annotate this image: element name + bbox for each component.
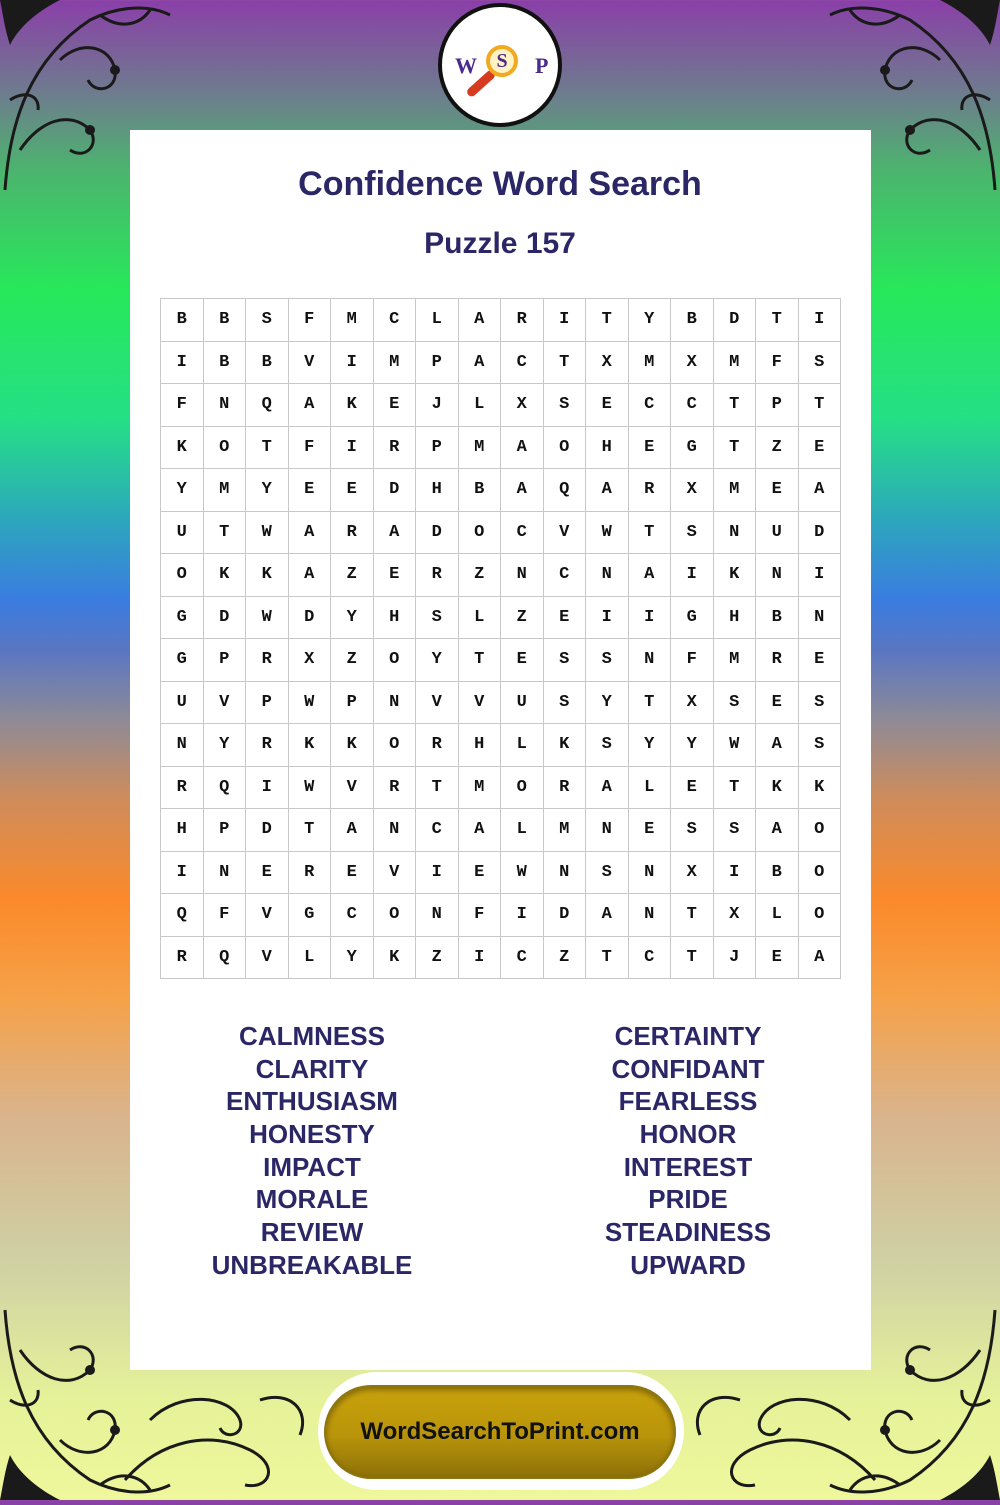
grid-cell: C	[671, 384, 714, 427]
grid-cell: E	[756, 937, 799, 980]
grid-cell: Z	[756, 427, 799, 470]
grid-cell: A	[586, 469, 629, 512]
grid-cell: C	[374, 299, 417, 342]
grid-cell: S	[714, 809, 757, 852]
grid-cell: S	[671, 512, 714, 555]
grid-cell: Y	[331, 937, 374, 980]
grid-cell: T	[629, 682, 672, 725]
word-list-item: MORALE	[255, 1184, 369, 1215]
grid-cell: O	[799, 809, 842, 852]
grid-cell: P	[756, 384, 799, 427]
grid-cell: K	[161, 427, 204, 470]
grid-cell: I	[799, 299, 842, 342]
grid-cell: Q	[246, 384, 289, 427]
grid-cell: Y	[204, 724, 247, 767]
grid-cell: G	[671, 427, 714, 470]
grid-cell: S	[799, 682, 842, 725]
grid-cell: C	[501, 937, 544, 980]
grid-cell: E	[799, 639, 842, 682]
grid-cell: X	[671, 682, 714, 725]
grid-cell: A	[331, 809, 374, 852]
grid-cell: C	[331, 894, 374, 937]
grid-cell: H	[714, 597, 757, 640]
grid-cell: C	[416, 809, 459, 852]
grid-cell: Z	[501, 597, 544, 640]
grid-cell: X	[501, 384, 544, 427]
grid-cell: V	[374, 852, 417, 895]
grid-cell: W	[714, 724, 757, 767]
grid-cell: R	[374, 767, 417, 810]
grid-cell: E	[629, 427, 672, 470]
grid-cell: E	[799, 427, 842, 470]
grid-cell: R	[161, 767, 204, 810]
grid-cell: N	[629, 894, 672, 937]
grid-cell: M	[714, 342, 757, 385]
grid-cell: S	[586, 724, 629, 767]
word-list-item: REVIEW	[260, 1217, 364, 1248]
grid-cell: T	[459, 639, 502, 682]
grid-cell: S	[544, 384, 587, 427]
grid-cell: D	[289, 597, 332, 640]
grid-cell: E	[246, 852, 289, 895]
grid-cell: K	[756, 767, 799, 810]
grid-cell: T	[714, 427, 757, 470]
grid-cell: N	[799, 597, 842, 640]
grid-cell: J	[416, 384, 459, 427]
grid-cell: N	[629, 639, 672, 682]
grid-cell: B	[459, 469, 502, 512]
grid-cell: R	[756, 639, 799, 682]
grid-cell: F	[289, 427, 332, 470]
grid-cell: O	[161, 554, 204, 597]
grid-cell: Y	[331, 597, 374, 640]
magnifier-icon	[486, 45, 518, 77]
grid-cell: R	[246, 724, 289, 767]
logo-letter-p: P	[535, 53, 549, 78]
grid-cell: R	[416, 724, 459, 767]
grid-cell: X	[289, 639, 332, 682]
grid-cell: Z	[459, 554, 502, 597]
word-list-item: HONESTY	[249, 1119, 375, 1150]
grid-cell: C	[501, 512, 544, 555]
grid-cell: G	[161, 639, 204, 682]
grid-cell: O	[374, 639, 417, 682]
grid-cell: D	[714, 299, 757, 342]
grid-cell: T	[671, 894, 714, 937]
word-list-item: ENTHUSIASM	[226, 1086, 398, 1117]
grid-cell: O	[204, 427, 247, 470]
grid-cell: F	[671, 639, 714, 682]
word-list-item: INTEREST	[623, 1151, 753, 1182]
word-list-left	[162, 1020, 462, 1282]
grid-cell: M	[459, 427, 502, 470]
grid-cell: L	[629, 767, 672, 810]
puzzle-number: Puzzle 157	[424, 227, 576, 260]
grid-cell: M	[331, 299, 374, 342]
grid-cell: I	[416, 852, 459, 895]
grid-cell: D	[544, 894, 587, 937]
grid-cell: T	[289, 809, 332, 852]
grid-cell: V	[246, 894, 289, 937]
grid-cell: R	[161, 937, 204, 980]
grid-cell: F	[161, 384, 204, 427]
grid-cell: T	[671, 937, 714, 980]
grid-cell: Z	[331, 554, 374, 597]
grid-cell: O	[544, 427, 587, 470]
grid-cell: S	[799, 342, 842, 385]
grid-cell: H	[459, 724, 502, 767]
word-list-item: HONOR	[639, 1119, 737, 1150]
grid-cell: T	[416, 767, 459, 810]
grid-cell: I	[161, 852, 204, 895]
grid-cell: N	[374, 809, 417, 852]
grid-cell: O	[459, 512, 502, 555]
word-list-item: UNBREAKABLE	[211, 1249, 413, 1280]
grid-cell: T	[246, 427, 289, 470]
grid-cell: W	[246, 597, 289, 640]
grid-cell: E	[629, 809, 672, 852]
grid-cell: R	[544, 767, 587, 810]
grid-cell: A	[756, 809, 799, 852]
grid-cell: T	[586, 937, 629, 980]
grid-cell: W	[586, 512, 629, 555]
grid-cell: S	[246, 299, 289, 342]
grid-cell: V	[544, 512, 587, 555]
grid-cell: V	[459, 682, 502, 725]
grid-cell: S	[714, 682, 757, 725]
website-button[interactable]	[324, 1385, 676, 1479]
grid-cell: F	[459, 894, 502, 937]
word-list-item: CALMNESS	[239, 1021, 385, 1051]
scroll-ornament-right	[680, 1360, 880, 1500]
grid-cell: K	[204, 554, 247, 597]
grid-cell: V	[204, 682, 247, 725]
grid-cell: V	[331, 767, 374, 810]
grid-cell: M	[714, 469, 757, 512]
grid-cell: Z	[416, 937, 459, 980]
grid-cell: G	[289, 894, 332, 937]
grid-cell: E	[459, 852, 502, 895]
grid-cell: O	[374, 724, 417, 767]
grid-cell: I	[501, 894, 544, 937]
grid-cell: M	[544, 809, 587, 852]
letter-grid	[160, 298, 841, 979]
grid-cell: W	[289, 682, 332, 725]
grid-cell: I	[331, 342, 374, 385]
grid-cell: I	[799, 554, 842, 597]
grid-cell: Q	[161, 894, 204, 937]
grid-cell: X	[671, 469, 714, 512]
word-list-item: PRIDE	[648, 1184, 728, 1215]
grid-cell: L	[501, 724, 544, 767]
grid-cell: H	[586, 427, 629, 470]
grid-cell: T	[204, 512, 247, 555]
grid-cell: Q	[204, 937, 247, 980]
grid-cell: Q	[544, 469, 587, 512]
grid-cell: L	[459, 384, 502, 427]
grid-cell: E	[586, 384, 629, 427]
grid-cell: N	[544, 852, 587, 895]
grid-cell: E	[331, 852, 374, 895]
grid-cell: A	[501, 427, 544, 470]
grid-cell: I	[161, 342, 204, 385]
grid-cell: P	[204, 809, 247, 852]
grid-cell: D	[246, 809, 289, 852]
grid-cell: D	[799, 512, 842, 555]
grid-cell: R	[416, 554, 459, 597]
grid-cell: K	[799, 767, 842, 810]
grid-cell: M	[629, 342, 672, 385]
grid-cell: H	[416, 469, 459, 512]
grid-cell: S	[586, 852, 629, 895]
grid-cell: L	[756, 894, 799, 937]
grid-cell: I	[714, 852, 757, 895]
word-list-item: CLARITY	[255, 1053, 369, 1084]
grid-cell: N	[204, 384, 247, 427]
grid-cell: K	[714, 554, 757, 597]
grid-cell: O	[374, 894, 417, 937]
grid-cell: M	[714, 639, 757, 682]
grid-cell: L	[459, 597, 502, 640]
grid-cell: B	[671, 299, 714, 342]
grid-cell: L	[416, 299, 459, 342]
grid-cell: X	[671, 852, 714, 895]
grid-cell: E	[756, 682, 799, 725]
grid-cell: O	[799, 894, 842, 937]
grid-cell: Z	[544, 937, 587, 980]
grid-cell: D	[374, 469, 417, 512]
grid-cell: T	[629, 512, 672, 555]
grid-cell: N	[161, 724, 204, 767]
grid-cell: V	[246, 937, 289, 980]
grid-cell: T	[544, 342, 587, 385]
grid-cell: L	[289, 937, 332, 980]
grid-cell: A	[289, 554, 332, 597]
grid-cell: T	[714, 384, 757, 427]
grid-cell: H	[161, 809, 204, 852]
grid-cell: M	[459, 767, 502, 810]
logo-letter-w: W	[455, 53, 477, 78]
grid-cell: H	[374, 597, 417, 640]
grid-cell: I	[246, 767, 289, 810]
grid-cell: C	[544, 554, 587, 597]
website-label: WordSearchToPrint.com	[360, 1418, 640, 1445]
grid-cell: Y	[629, 724, 672, 767]
grid-cell: D	[204, 597, 247, 640]
scroll-ornament-left	[120, 1360, 320, 1500]
grid-cell: U	[161, 512, 204, 555]
word-list-item: FEARLESS	[618, 1086, 758, 1117]
grid-cell: C	[629, 937, 672, 980]
grid-cell: A	[459, 342, 502, 385]
grid-cell: B	[204, 342, 247, 385]
grid-cell: A	[289, 384, 332, 427]
grid-cell: B	[161, 299, 204, 342]
grid-cell: N	[586, 554, 629, 597]
grid-cell: K	[289, 724, 332, 767]
grid-cell: P	[204, 639, 247, 682]
grid-cell: K	[331, 384, 374, 427]
grid-cell: E	[289, 469, 332, 512]
page-title: Confidence Word Search	[298, 165, 702, 203]
grid-cell: B	[756, 597, 799, 640]
grid-cell: X	[586, 342, 629, 385]
grid-cell: N	[756, 554, 799, 597]
grid-cell: M	[374, 342, 417, 385]
logo-letter-s: S	[496, 50, 508, 72]
grid-cell: D	[416, 512, 459, 555]
grid-cell: K	[331, 724, 374, 767]
grid-cell: E	[331, 469, 374, 512]
grid-cell: A	[756, 724, 799, 767]
grid-cell: W	[246, 512, 289, 555]
grid-cell: N	[204, 852, 247, 895]
grid-cell: S	[544, 639, 587, 682]
grid-cell: E	[544, 597, 587, 640]
grid-cell: A	[586, 767, 629, 810]
grid-cell: J	[714, 937, 757, 980]
grid-cell: N	[501, 554, 544, 597]
grid-cell: N	[374, 682, 417, 725]
grid-cell: Y	[671, 724, 714, 767]
grid-cell: P	[416, 427, 459, 470]
grid-cell: Y	[629, 299, 672, 342]
grid-cell: F	[289, 299, 332, 342]
grid-cell: S	[671, 809, 714, 852]
word-list-item: STEADINESS	[604, 1217, 772, 1248]
grid-cell: S	[544, 682, 587, 725]
grid-cell: K	[544, 724, 587, 767]
grid-cell: N	[586, 809, 629, 852]
grid-cell: A	[501, 469, 544, 512]
grid-cell: F	[204, 894, 247, 937]
grid-cell: A	[799, 469, 842, 512]
grid-cell: M	[204, 469, 247, 512]
word-list-item: CONFIDANT	[611, 1053, 765, 1084]
grid-cell: A	[289, 512, 332, 555]
word-list-item: UPWARD	[630, 1249, 746, 1280]
grid-cell: X	[714, 894, 757, 937]
grid-cell: I	[629, 597, 672, 640]
word-list-item: IMPACT	[263, 1151, 361, 1182]
grid-cell: I	[671, 554, 714, 597]
grid-cell: V	[416, 682, 459, 725]
grid-cell: N	[629, 852, 672, 895]
grid-cell: R	[246, 639, 289, 682]
wsp-logo	[438, 3, 562, 127]
grid-cell: P	[416, 342, 459, 385]
word-list-item: CERTAINTY	[614, 1021, 762, 1051]
grid-cell: O	[799, 852, 842, 895]
grid-cell: R	[629, 469, 672, 512]
grid-cell: B	[204, 299, 247, 342]
grid-cell: A	[459, 809, 502, 852]
grid-cell: B	[246, 342, 289, 385]
grid-cell: U	[756, 512, 799, 555]
grid-cell: T	[756, 299, 799, 342]
grid-cell: G	[161, 597, 204, 640]
grid-cell: A	[459, 299, 502, 342]
grid-cell: Z	[331, 639, 374, 682]
grid-cell: C	[629, 384, 672, 427]
grid-cell: A	[586, 894, 629, 937]
grid-cell: Y	[586, 682, 629, 725]
grid-cell: A	[799, 937, 842, 980]
word-list-right	[538, 1020, 838, 1282]
grid-cell: X	[671, 342, 714, 385]
grid-cell: T	[714, 767, 757, 810]
grid-cell: P	[331, 682, 374, 725]
grid-cell: I	[331, 427, 374, 470]
grid-cell: B	[756, 852, 799, 895]
grid-cell: S	[799, 724, 842, 767]
grid-cell: A	[374, 512, 417, 555]
grid-cell: A	[629, 554, 672, 597]
grid-cell: E	[501, 639, 544, 682]
grid-cell: S	[586, 639, 629, 682]
grid-cell: R	[501, 299, 544, 342]
grid-cell: N	[714, 512, 757, 555]
grid-cell: K	[374, 937, 417, 980]
grid-cell: W	[289, 767, 332, 810]
grid-cell: F	[756, 342, 799, 385]
grid-cell: I	[459, 937, 502, 980]
grid-cell: V	[289, 342, 332, 385]
grid-cell: K	[246, 554, 289, 597]
grid-cell: U	[501, 682, 544, 725]
grid-cell: P	[246, 682, 289, 725]
grid-cell: C	[501, 342, 544, 385]
grid-cell: I	[544, 299, 587, 342]
grid-cell: N	[416, 894, 459, 937]
grid-cell: T	[799, 384, 842, 427]
grid-cell: R	[331, 512, 374, 555]
grid-cell: W	[501, 852, 544, 895]
grid-cell: L	[501, 809, 544, 852]
grid-cell: E	[374, 384, 417, 427]
grid-cell: E	[671, 767, 714, 810]
grid-cell: U	[161, 682, 204, 725]
grid-cell: Y	[246, 469, 289, 512]
grid-cell: R	[374, 427, 417, 470]
grid-cell: G	[671, 597, 714, 640]
grid-cell: E	[756, 469, 799, 512]
grid-cell: Y	[161, 469, 204, 512]
grid-cell: S	[416, 597, 459, 640]
grid-cell: Q	[204, 767, 247, 810]
grid-cell: Y	[416, 639, 459, 682]
grid-cell: O	[501, 767, 544, 810]
grid-cell: I	[586, 597, 629, 640]
grid-cell: R	[289, 852, 332, 895]
grid-cell: T	[586, 299, 629, 342]
grid-cell: E	[374, 554, 417, 597]
